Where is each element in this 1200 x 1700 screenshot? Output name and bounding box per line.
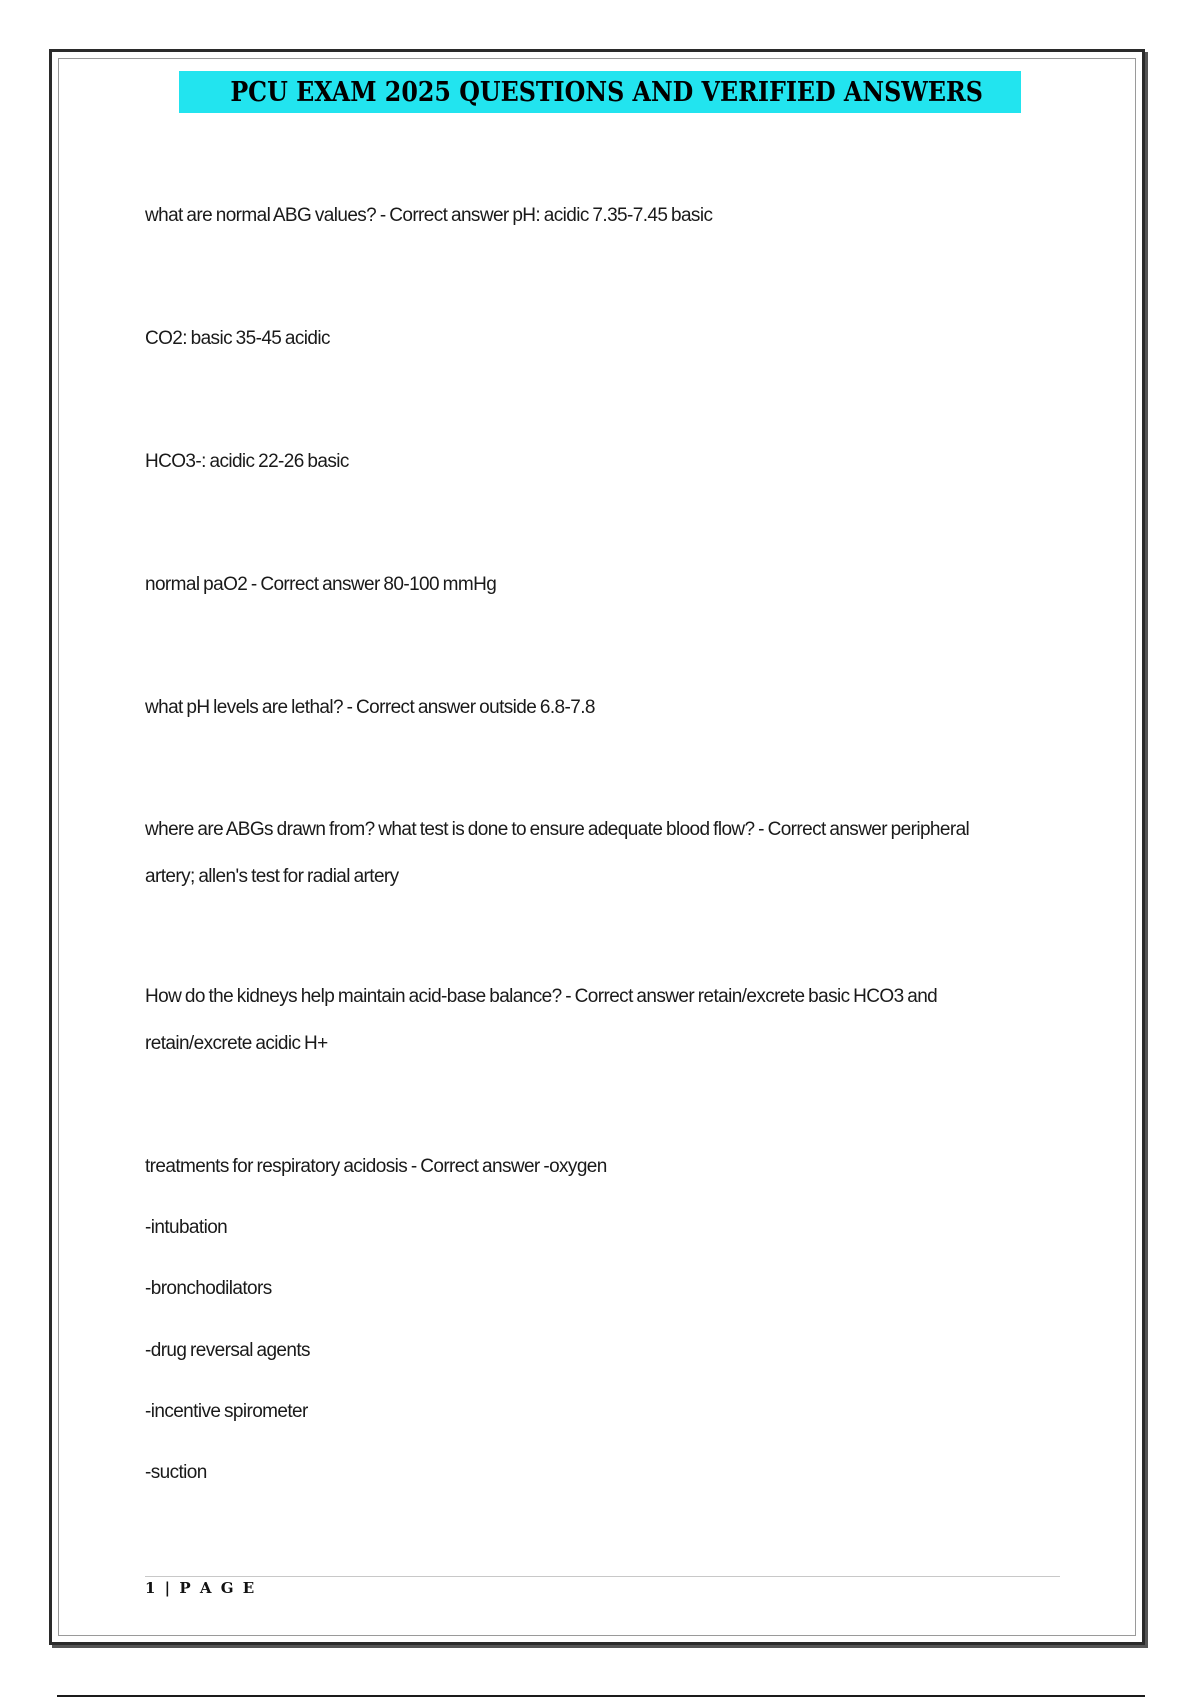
qa-line: retain/excrete acidic H+ <box>145 1033 328 1054</box>
list-item: -intubation <box>145 1217 228 1238</box>
qa-line: what are normal ABG values? - Correct answer pH: acidic 7.35-7.45 basic <box>145 205 713 226</box>
page-border-inner <box>58 58 1136 1636</box>
list-item: -bronchodilators <box>145 1278 272 1299</box>
qa-line: normal paO2 - Correct answer 80-100 mmHg <box>145 574 497 595</box>
page-number: 1 | P A G E <box>145 1579 257 1597</box>
qa-line: HCO3-: acidic 22-26 basic <box>145 451 349 472</box>
document-title <box>179 71 1021 113</box>
list-item: -drug reversal agents <box>145 1340 310 1361</box>
qa-line: CO2: basic 35-45 acidic <box>145 328 330 349</box>
footer-divider <box>145 1576 1060 1577</box>
list-item: -suction <box>145 1462 207 1483</box>
next-page-edge <box>57 1695 1145 1697</box>
document-title-text: PCU EXAM 2025 QUESTIONS AND VERIFIED ANSWERS <box>230 77 983 108</box>
list-item: -incentive spirometer <box>145 1401 308 1422</box>
qa-line: where are ABGs drawn from? what test is done to ensure adequate blood flow? - Correct answer peripheral <box>145 819 970 840</box>
qa-line: artery; allen's test for radial artery <box>145 866 399 887</box>
qa-line: what pH levels are lethal? - Correct answer outside 6.8-7.8 <box>145 697 595 718</box>
qa-line: treatments for respiratory acidosis - Correct answer -oxygen <box>145 1156 607 1177</box>
qa-line: How do the kidneys help maintain acid-base balance? - Correct answer retain/excrete basic HCO3 and <box>145 986 938 1007</box>
